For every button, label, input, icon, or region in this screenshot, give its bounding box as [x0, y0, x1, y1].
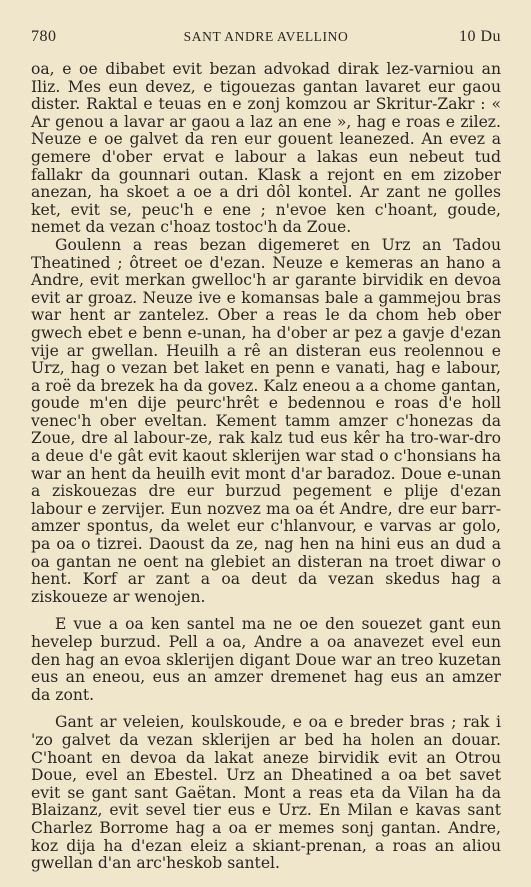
paragraph-1: oa, e oe dibabet evit bezan advokad dirak lez-varniou an Iliz. Mes eun devez, e tigouezas gantan lavaret eur gaou dister. Raktal e teuas en e zonj komzou ar Skritur-Zakr : « Ar genou a lavar ar gaou a laz an ene », hag e roas e zilez. Neuze e oe galvet da ren eur gouent leanezed. An evez a gemere d'ober ervat e labour a lakas eun nebeut tud fallakr da gounnari outan. Klask a rejont en em zizober anezan, ha skoet a oe a dri dôl kontel. Ar zant ne golles ket, evit se, peuc'h e ene ; n'evoe ken c'hoant, goude, nemet da vezan c'hoaz tostoc'h da Zoue.: [31, 60, 501, 237]
running-title: SANT ANDRE AVELLINO: [183, 29, 349, 44]
page-number: 780: [31, 28, 57, 45]
page-header: [31, 28, 501, 50]
page-body: [31, 61, 501, 873]
paragraph-2: Goulenn a reas bezan digemeret en Urz an Tadou Theatined ; ôtreet oe d'ezan. Neuze e kemeras an hano a Andre, evit merkan gwelloc'h ar garante birvidik en devoa evit ar groaz. Neuze ive e komansas bale a gammejou bras war hent ar zantelez. Ober a reas le da chom heb ober gwech ebet e benn e-unan, ha d'ober ar pez a gavje d'ezan vije ar gwellan. Heuilh a rê an disteran eus reolennou e Urz, hag o vezan bet laket en penn e vanati, hag e labour, a roë da brezek ha da govez. Kalz eneou a a chome gantan, goude m'en dije peurc'hrêt e bedennou e roas d'e holl venec'h ober eveltan. Kement tamm amzer c'honezas da Zoue, dre al labour-ze, rak kalz tud eus kêr ha tro-war-dro a deue d'e gât evit kaout sklerijen war stad o c'honsians ha war an hent da heuilh evit mont d'ar baradoz. Doue e-unan a ziskouezas dre eur burzud pegement e plije d'ezan labour e zervijer. Eun nozvez ma oa ét Andre, dre eur barr-amzer spontus, da welet eur c'hlanvour, e varvas ar golo, pa oa o tizrei. Daoust da ze, nag hen na hini eus an dud a oa gantan ne oent na glebiet an disteran na troet diwar o hent. Korf ar zant a oa deut da vezan skedus hag a ziskoueze ar wenojen.: [31, 235, 501, 606]
paragraph-4: Gant ar veleien, koulskoude, e oa e breder bras ; rak i 'zo galvet da vezan sklerijen ar bed ha holen an douar. C'hoant en devoa da lakat aneze birvidik evit an Otrou Doue, evel an Ebestel. Urz an Dheatined a oa bet savet evit se gant sant Gaëtan. Mont a reas eta da Vilan ha da Blaizanz, evit sevel tier eus e Urz. En Milan e kavas sant Charlez Borrome hag a oa er memes sonj gantan. Andre, koz dija ha d'ezan eleiz a skiant-prenan, a roas an aliou gwellan d'an arc'heskob santel.: [31, 713, 501, 873]
paragraph-3: E vue a oa ken santel ma ne oe den souezet gant eun hevelep burzud. Pell a oa, Andre a oa anavezet evel eun den hag an evoa sklerijen digant Doue war an treo kuzetan eus an eneou, eus an amzer dremenet hag eus an amzer da zont.: [31, 615, 501, 704]
header-date: 10 Du: [458, 28, 501, 45]
